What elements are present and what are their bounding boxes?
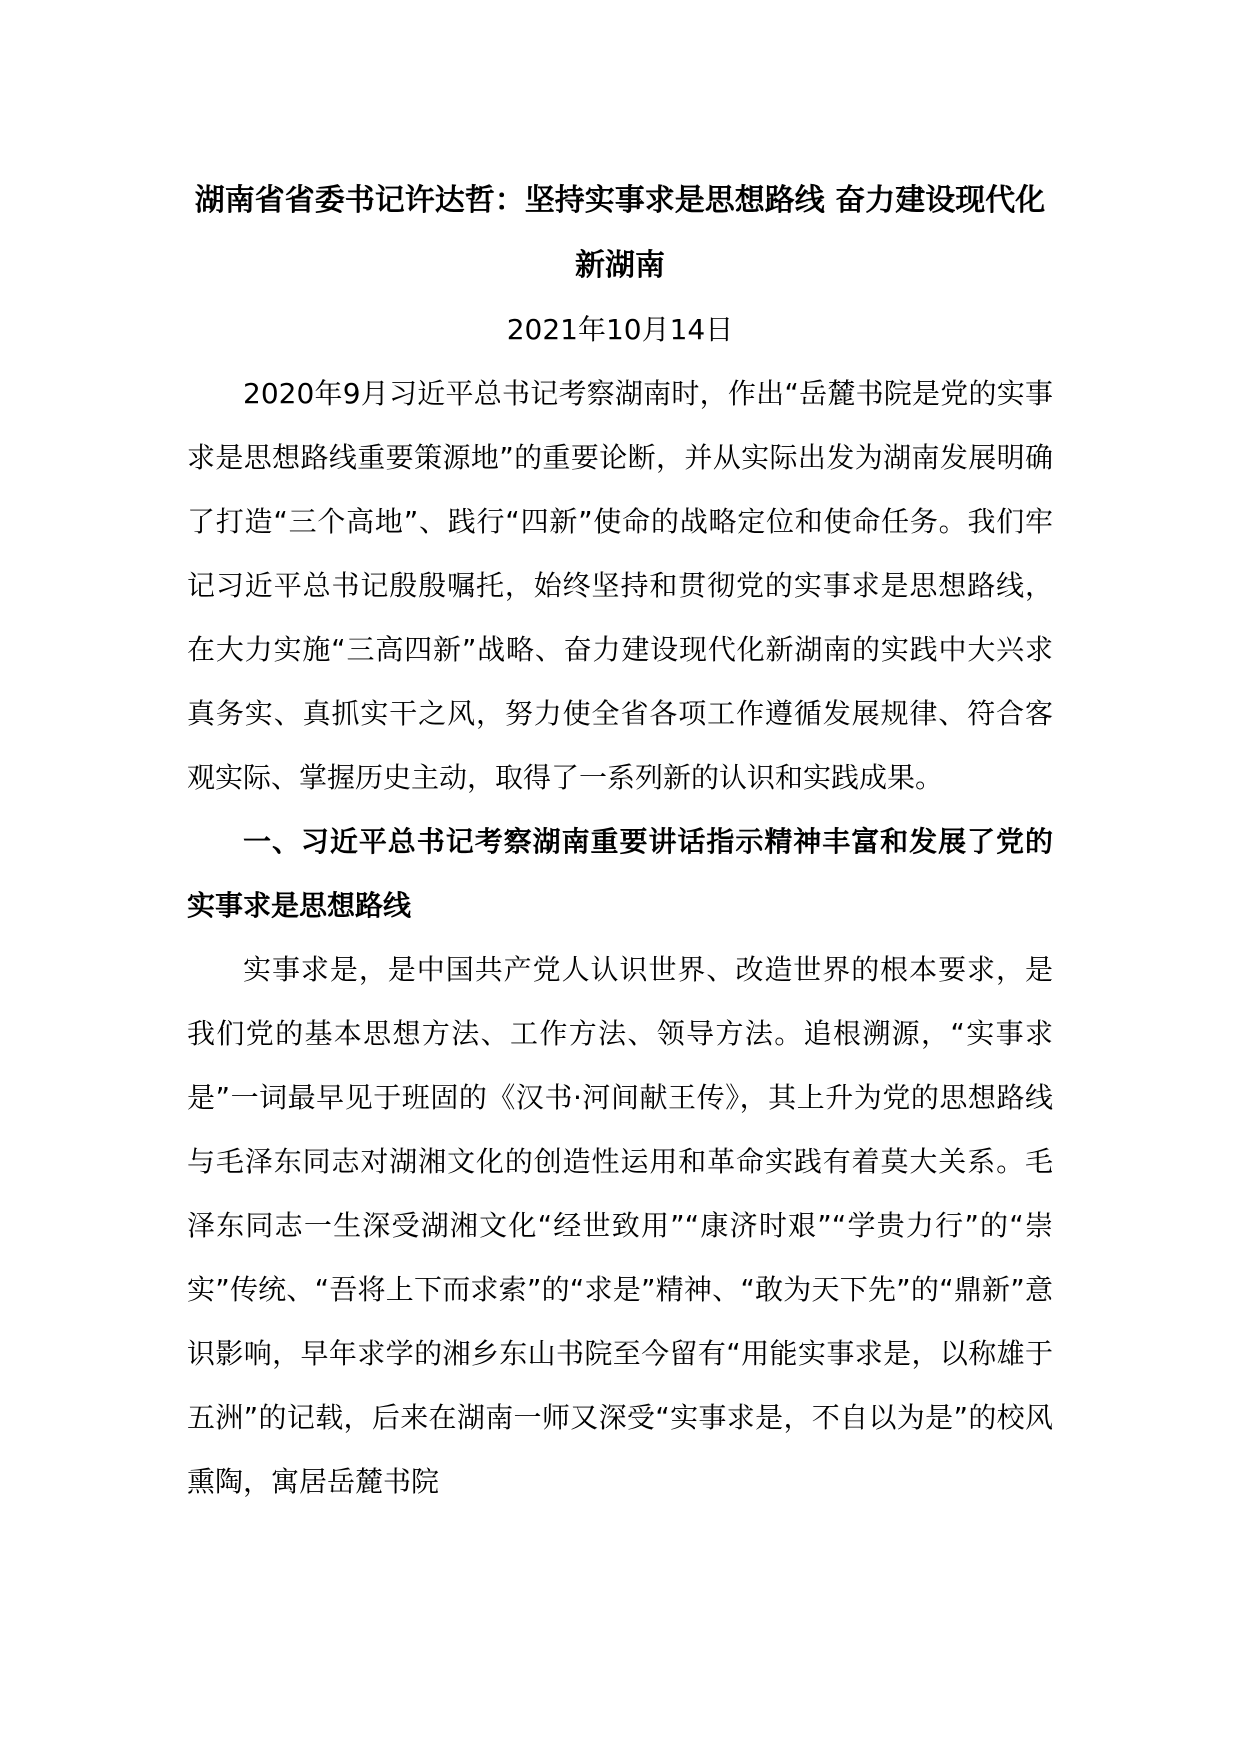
body-paragraph: 2020年9月习近平总书记考察湖南时，作出“岳麓书院是党的实事求是思想路线重要策源地”的重要论断，并从实际出发为湖南发展明确了打造“三个高地”、践行“四新”使命的战略定位和使命任务。我们牢记习近平总书记殷殷嘱托，始终坚持和贯彻党的实事求是思想路线，在大力实施“三高四新”战略、奋力建设现代化新湖南的实践中大兴求真务实、真抓实干之风，努力使全省各项工作遵循发展规律、符合客观实际、掌握历史主动，取得了一系列新的认识和实践成果。: [187, 377, 1053, 794]
section-heading: 一、习近平总书记考察湖南重要讲话指示精神丰富和发展了党的实事求是思想路线: [187, 825, 1053, 922]
body-paragraph: 实事求是，是中国共产党人认识世界、改造世界的根本要求，是我们党的基本思想方法、工作方法、领导方法。追根溯源，“实事求是”一词最早见于班固的《汉书·河间献王传》，其上升为党的思想路线与毛泽东同志对湖湘文化的创造性运用和革命实践有着莫大关系。毛泽东同志一生深受湖湘文化“经世致用”“康济时艰”“学贵力行”的“崇实”传统、“吾将上下而求索”的“求是”精神、“敢为天下先”的“鼎新”意识影响，早年求学的湘乡东山书院至今留有“用能实事求是，以称雄于五洲”的记载，后来在湖南一师又深受“实事求是，不自以为是”的校风熏陶，寓居岳麓书院: [187, 953, 1053, 1498]
document-page: [187, 168, 1053, 1514]
document-title: 湖南省省委书记许达哲：坚持实事求是思想路线 奋力建设现代化新湖南: [194, 183, 1046, 283]
document-date: 2021年10月14日: [506, 313, 734, 346]
